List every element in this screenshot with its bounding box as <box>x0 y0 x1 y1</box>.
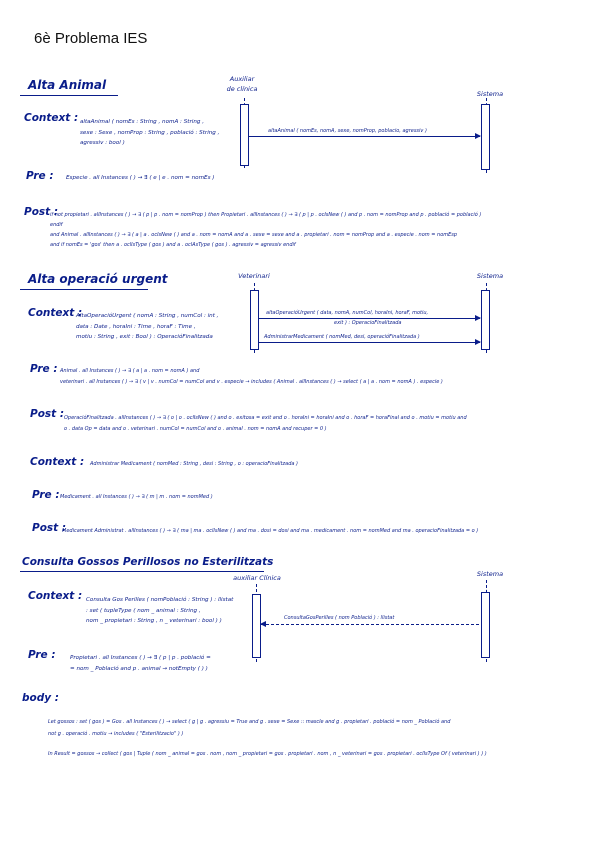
pre-label: Pre : <box>26 170 54 182</box>
message-arrow <box>248 136 480 137</box>
context-line: data : Date , horaIni : Time , horaF : Time , <box>76 323 196 330</box>
activation-box-right <box>481 592 490 658</box>
pre-line: = nom _ Població and p . animal → notEmpty ( ) ) <box>70 665 208 672</box>
actor-label-line: de clínica <box>226 85 258 93</box>
context-line: : set ( tupleType ( nom _ animal : String , <box>86 607 201 614</box>
context-signature <box>86 595 233 627</box>
activation-box-left <box>240 104 249 166</box>
body-line: not g . operació . motiu → includes ( "Esterilitzacio" ) ) <box>48 731 184 737</box>
body-line: Let gossos : set ( gos ) = Gos . all Instances ( ) → select ( g | g . agressiu = True and g . sexe = Sexe :: mascle and g . propietari . població = nom _ Població and <box>48 719 451 725</box>
context-signature <box>80 117 219 149</box>
message-arrow <box>258 342 480 343</box>
post-label: Post : <box>32 522 67 534</box>
activation-box-right <box>481 104 490 170</box>
actor-right-sistema: Sistema <box>476 570 504 578</box>
pre-condition: Medicament . all Instances ( ) → ∃ ( m | m . nom = nomMed ) <box>60 494 213 500</box>
context-label: Context : <box>24 112 79 124</box>
context-signature <box>76 311 218 343</box>
context-label: Context : <box>28 307 83 319</box>
actor-right-sistema: Sistema <box>476 272 504 280</box>
post-line: if not propietari . allInstances ( ) → ∃ ( p | p . nom = nomProp ) then Propietari . allInstances ( ) → ∃ ( p | p . ocIsNew ( ) and p . nom = nomProp and p . població = població ) <box>50 212 482 218</box>
message-label: AdministrarMedicament ( nomMed, desi, operacióFinalitzada ) <box>264 334 420 340</box>
post-condition <box>64 413 467 435</box>
pre-line: Propietari . all Instances ( ) → ∃ ( p | p . població = <box>70 655 211 661</box>
pre-label: Pre : <box>28 649 56 661</box>
actor-left-auxiliar <box>222 74 262 94</box>
section-title-consulta-gossos: Consulta Gossos Perillosos no Esterilitzats <box>22 556 274 568</box>
context-label: Context : <box>30 456 85 468</box>
pre-line: veterinari . all Instances ( ) → ∃ ( v | v . numCol = numCol and v . especie → includes ( Animal . allInstances ( ) → select ( a | a . nom = nomA ) . especie ) <box>60 379 443 385</box>
context-line: AltaOperacióUrgent ( nomA : String , numCol : int , <box>76 313 219 319</box>
context-line: agressiv : bool ) <box>80 140 125 146</box>
post-line: and Animal . allInstances ( ) → ∃ ( a | a . ocIsNew ( ) and a . nom = nomA and a . sexe = sexe and a . propietari . nom = nomProp and a . especie . nom = nomEsp <box>50 232 458 238</box>
section-underline <box>20 571 264 572</box>
pre-condition <box>70 653 211 674</box>
post-line: o . data Op = data and o . veterinari . numCol = numCol and o . animal . nom = nomA and recuper = 0 ) <box>64 426 327 432</box>
message-label: altaAnimal ( nomEs, nomA, sexe, nomProp, poblacio, agressiv ) <box>268 128 427 134</box>
post-line: OperacióFinalitzada . allInstances ( ) → ∃ ( o | o . oclIsNew ( ) and o . exitosa = exit and o . horaIni = horaIni and o . horaF = horaFinal and o . motiu = motiu and <box>64 415 467 421</box>
body-line: In Result = gossos → collect ( gos | Tuple ( nom _ animal = gos . nom , nom _ propietari = gos . propietari . nom , n _ veterinari = gos . propietari . oclIsType Of ( veterinari ) ) ) <box>48 751 487 757</box>
pre-label: Pre : <box>30 363 58 375</box>
message-label: ConsultaGosPerilles ( nom Població ) : llistat <box>284 615 395 621</box>
context-line: motiu : String , exit : Bool ) : OperacióFinalitzada <box>76 334 213 340</box>
section-title-alta-animal: Alta Animal <box>28 78 107 92</box>
post-label: Post : <box>30 408 65 420</box>
section-title-alta-operacio: Alta operació urgent <box>28 272 168 286</box>
actor-right-sistema: Sistema <box>476 90 504 98</box>
message-label: altaOperacióUrgent ( data, nomA, numCol, horaIni, horaF, motiu, <box>266 310 429 316</box>
post-condition: Medicament Administrat . allInstances ( ) → ∃ ( ma | ma . oclIsNew ( ) and ma . dosi = dosi and ma . medicament . nom = nomMed and ma . operacioFinalitzada = o ) <box>62 528 479 534</box>
body-expression <box>48 716 487 760</box>
actor-label-line: Auxiliar <box>229 75 255 83</box>
pre-label: Pre : <box>32 489 60 501</box>
actor-left-veterinari: Veterinari <box>238 272 270 280</box>
context-label: Context : <box>28 590 83 602</box>
activation-box-right <box>481 290 490 350</box>
post-condition <box>50 210 481 250</box>
pre-line: Animal . all Instances ( ) → ∃ ( a | a . nom = nomA ) and <box>60 368 200 374</box>
post-line: endif <box>50 222 63 228</box>
context-line: Consulta Gos Perilles ( nomPoblació : String ) : llistat <box>86 597 234 603</box>
post-label: Post : <box>24 206 59 218</box>
body-label: body : <box>22 692 59 704</box>
page-title: 6è Problema IES <box>34 30 148 47</box>
activation-box-left <box>250 290 259 350</box>
context-signature: Administrar Medicament ( nomMed : String , desi : String , o : operacioFinalitzada ) <box>90 461 298 467</box>
pre-condition: Especie . all Instances ( ) → ∃ ( e | e . nom = nomEs ) <box>66 175 215 181</box>
message-arrow <box>258 318 480 319</box>
context-line: nom _ propietari : String , n _ veterinari : bool ) ) <box>86 618 222 624</box>
section-underline <box>20 289 148 290</box>
message-arrow-return <box>261 624 479 625</box>
post-line: and if nomEs = 'gos' then a . oclIsType ( gos ) and a . oclAsType ( gos ) . agressiv = agressiv endif <box>50 242 296 248</box>
context-line: altaAnimal ( nomEs : String , nomA : String , <box>80 119 204 125</box>
context-line: sexe : Sexe , nomProp : String , població : String , <box>80 129 220 136</box>
pre-condition <box>60 366 443 388</box>
section-underline <box>20 95 118 96</box>
message-return-label: exit ) : OperacioFinalitzada <box>334 320 402 326</box>
actor-left-auxiliar: auxiliar Clínica <box>233 574 281 582</box>
